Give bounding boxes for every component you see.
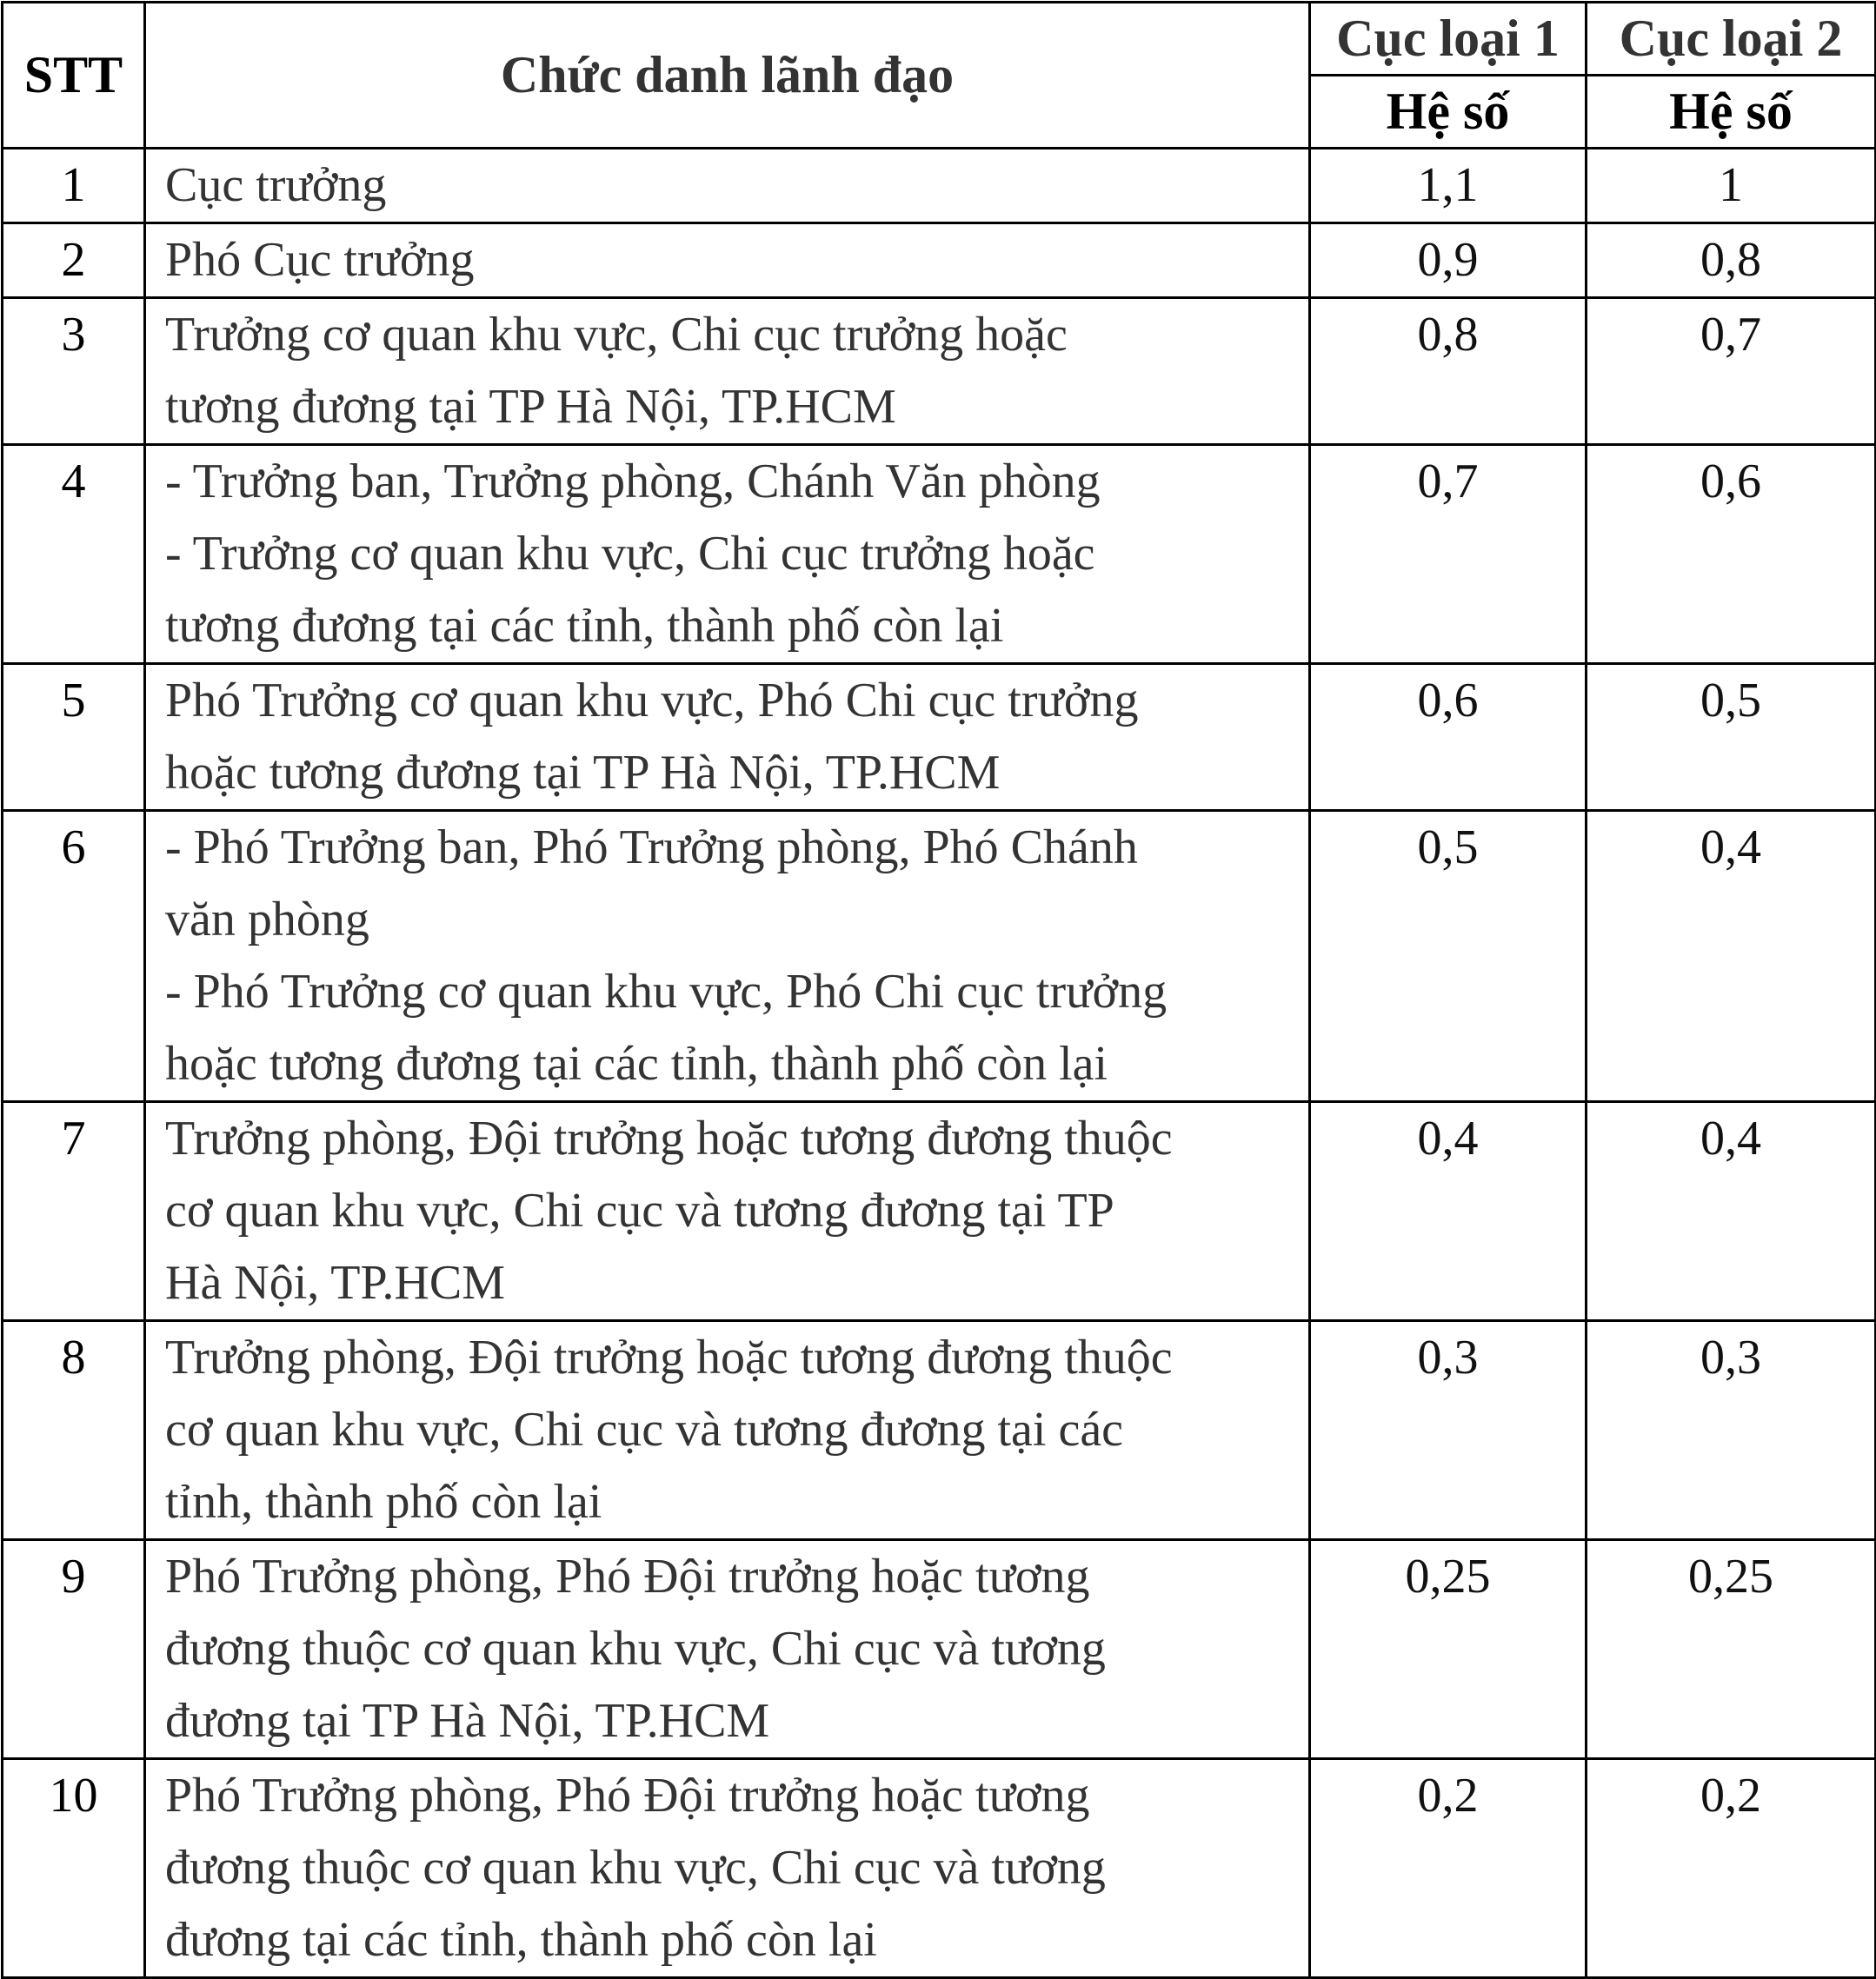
row-number: 10 <box>3 1759 145 1978</box>
header-coefficient-1: Hệ số <box>1310 76 1587 149</box>
position-title-line: Cục trưởng <box>165 158 387 212</box>
coefficient-group-2: 0,25 <box>1587 1540 1876 1759</box>
coefficient-group-1: 0,6 <box>1310 664 1587 811</box>
table-row <box>3 1540 1876 1759</box>
row-number: 8 <box>3 1321 145 1540</box>
row-number: 5 <box>3 664 145 811</box>
coefficient-group-2: 0,2 <box>1587 1759 1876 1978</box>
header-title: Chức danh lãnh đạo <box>145 3 1310 149</box>
position-title-line: - Trưởng cơ quan khu vực, Chi cục trưởng hoặc <box>165 527 1095 581</box>
position-title-line: Phó Trưởng phòng, Phó Đội trưởng hoặc tương <box>165 1550 1090 1604</box>
position-title <box>145 1759 1310 1978</box>
row-number: 6 <box>3 811 145 1102</box>
position-title <box>145 1321 1310 1540</box>
position-title-line: Hà Nội, TP.HCM <box>165 1256 506 1310</box>
position-title-line: Phó Trưởng cơ quan khu vực, Phó Chi cục trưởng <box>165 674 1139 727</box>
position-title <box>145 664 1310 811</box>
position-title-line: Trưởng phòng, Đội trưởng hoặc tương đương thuộc <box>165 1112 1173 1165</box>
coefficient-group-2: 0,7 <box>1587 298 1876 445</box>
coefficient-group-1: 0,4 <box>1310 1102 1587 1321</box>
position-title-line: tương đương tại các tỉnh, thành phố còn lại <box>165 599 1004 653</box>
position-title-line: Phó Trưởng phòng, Phó Đội trưởng hoặc tương <box>165 1769 1090 1823</box>
table-row <box>3 1102 1876 1321</box>
table-row <box>3 1759 1876 1978</box>
coefficient-group-1: 0,8 <box>1310 298 1587 445</box>
row-number: 4 <box>3 445 145 664</box>
row-number: 2 <box>3 223 145 298</box>
row-number: 9 <box>3 1540 145 1759</box>
table-row <box>3 811 1876 1102</box>
coefficient-group-1: 0,7 <box>1310 445 1587 664</box>
row-number: 1 <box>3 149 145 223</box>
table-row <box>3 223 1876 298</box>
position-title-line: - Phó Trưởng ban, Phó Trưởng phòng, Phó Chánh <box>165 820 1138 874</box>
coefficient-group-2: 1 <box>1587 149 1876 223</box>
position-title <box>145 1102 1310 1321</box>
position-title-line: đương thuộc cơ quan khu vực, Chi cục và tương <box>165 1622 1106 1676</box>
position-title-line: đương thuộc cơ quan khu vực, Chi cục và tương <box>165 1841 1106 1895</box>
position-title-line: đương tại các tỉnh, thành phố còn lại <box>165 1913 877 1967</box>
coefficient-group-1: 0,2 <box>1310 1759 1587 1978</box>
position-title <box>145 811 1310 1102</box>
coefficient-group-1: 0,5 <box>1310 811 1587 1102</box>
coefficient-group-2: 0,8 <box>1587 223 1876 298</box>
position-title-line: tương đương tại TP Hà Nội, TP.HCM <box>165 380 896 434</box>
table-row <box>3 298 1876 445</box>
row-number: 7 <box>3 1102 145 1321</box>
position-title-line: tỉnh, thành phố còn lại <box>165 1475 602 1529</box>
position-title-line: cơ quan khu vực, Chi cục và tương đương tại các <box>165 1403 1124 1457</box>
coefficient-group-2: 0,3 <box>1587 1321 1876 1540</box>
coefficient-table <box>1 1 1876 1979</box>
position-title <box>145 1540 1310 1759</box>
coefficient-group-1: 0,9 <box>1310 223 1587 298</box>
header-group-1: Cục loại 1 <box>1310 3 1587 76</box>
table-row <box>3 445 1876 664</box>
table-row <box>3 149 1876 223</box>
coefficient-group-2: 0,4 <box>1587 1102 1876 1321</box>
position-title-line: hoặc tương đương tại các tỉnh, thành phố còn lại <box>165 1037 1108 1091</box>
position-title-line: Phó Cục trưởng <box>165 233 475 287</box>
coefficient-group-2: 0,4 <box>1587 811 1876 1102</box>
position-title-line: Trưởng cơ quan khu vực, Chi cục trưởng hoặc <box>165 308 1068 362</box>
position-title-line: đương tại TP Hà Nội, TP.HCM <box>165 1694 770 1748</box>
table-row <box>3 1321 1876 1540</box>
coefficient-group-2: 0,6 <box>1587 445 1876 664</box>
position-title-line: Trưởng phòng, Đội trưởng hoặc tương đương thuộc <box>165 1331 1173 1385</box>
position-title-line: hoặc tương đương tại TP Hà Nội, TP.HCM <box>165 746 1001 800</box>
coefficient-group-2: 0,5 <box>1587 664 1876 811</box>
coefficient-group-1: 1,1 <box>1310 149 1587 223</box>
coefficient-group-1: 0,3 <box>1310 1321 1587 1540</box>
row-number: 3 <box>3 298 145 445</box>
header-group-2: Cục loại 2 <box>1587 3 1876 76</box>
header-stt: STT <box>3 3 145 149</box>
position-title-line: - Phó Trưởng cơ quan khu vực, Phó Chi cục trưởng <box>165 965 1168 1019</box>
position-title-line: - Trưởng ban, Trưởng phòng, Chánh Văn phòng <box>165 455 1101 508</box>
position-title <box>145 223 1310 298</box>
position-title <box>145 149 1310 223</box>
coefficient-group-1: 0,25 <box>1310 1540 1587 1759</box>
position-title <box>145 445 1310 664</box>
position-title-line: văn phòng <box>165 893 369 946</box>
position-title-line: cơ quan khu vực, Chi cục và tương đương tại TP <box>165 1184 1114 1238</box>
table-row <box>3 664 1876 811</box>
position-title <box>145 298 1310 445</box>
header-coefficient-2: Hệ số <box>1587 76 1876 149</box>
